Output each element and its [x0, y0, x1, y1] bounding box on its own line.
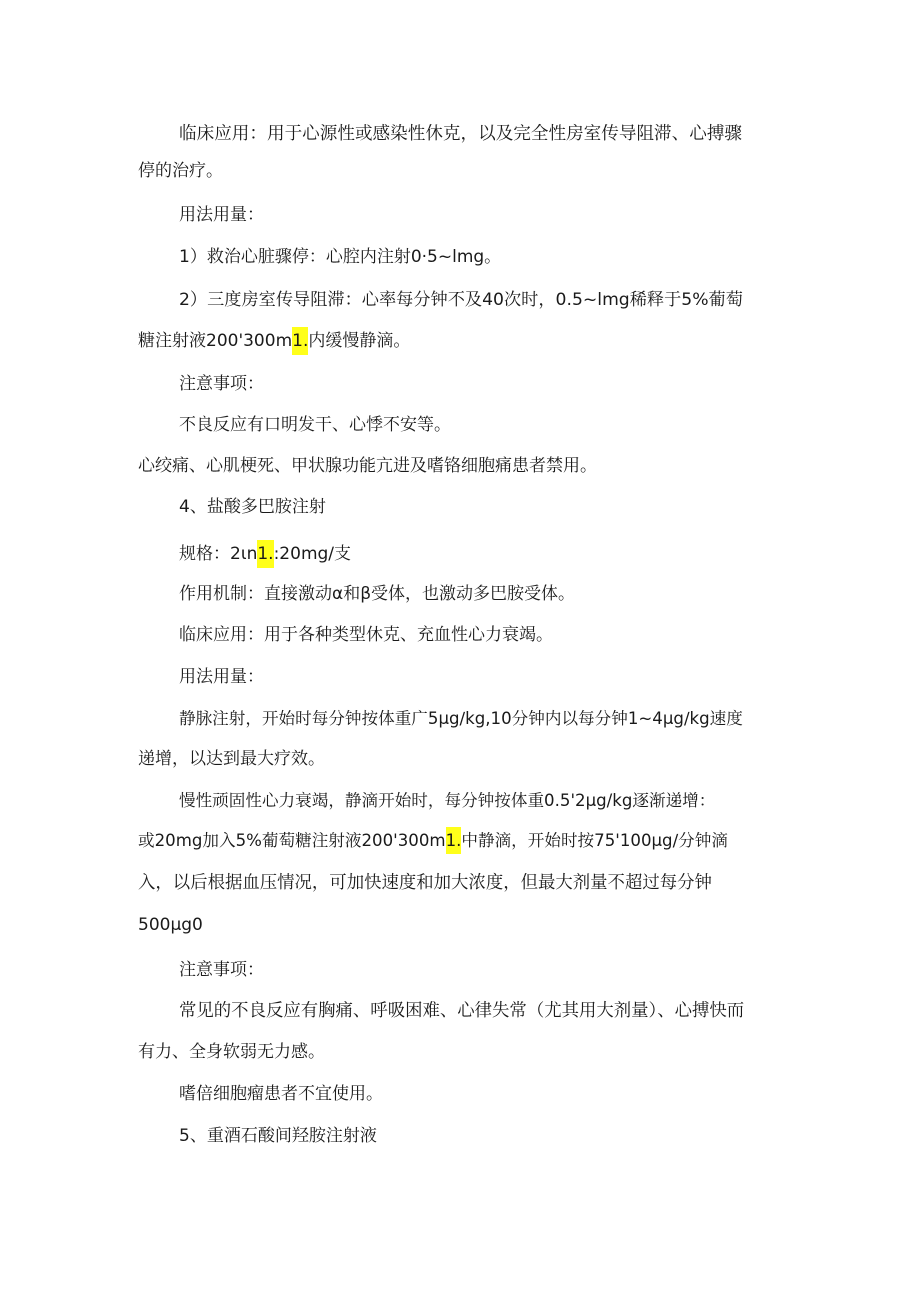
highlighted-text: 1.	[257, 540, 273, 568]
text-segment: 递增，以达到最大疗效。	[138, 749, 325, 769]
section-heading	[179, 666, 264, 688]
text-line	[179, 123, 742, 145]
text-segment: 规格：2ιn	[179, 544, 258, 564]
text-segment: 中静滴，开始时按75'100μg∕分钟滴	[461, 831, 728, 850]
text-line	[179, 708, 743, 730]
text-segment: 2）三度房室传导阻滞：心率每分钟不及40次时，0.5~lmg稀释于5%葡萄	[179, 290, 743, 310]
text-segment: 心绞痛、心肌梗死、甲状腺功能亢进及嗜铬细胞痛患者禁用。	[138, 456, 597, 476]
highlighted-text: 1.	[292, 327, 308, 355]
text-line	[179, 289, 743, 311]
text-segment: 作用机制：直接激动α和β受体，也激动多巴胺受体。	[179, 584, 576, 604]
text-line	[138, 455, 597, 477]
text-segment: 500μg0	[138, 915, 203, 935]
text-line	[138, 830, 728, 852]
text-segment: 静脉注射，开始时每分钟按体重广5μg∕kg,10分钟内以每分钟1~4μg∕kg速度	[179, 709, 743, 728]
text-segment: 注意事项：	[179, 374, 264, 394]
text-segment: 1）救治心脏骤停：心腔内注射0·5~lmg。	[179, 247, 502, 267]
text-segment: 慢性顽固性心力衰竭，静滴开始时，每分钟按体重0.5'2μg/kg逐渐递增：	[179, 791, 716, 810]
text-segment: 用法用量：	[179, 205, 264, 225]
text-line	[179, 624, 553, 646]
text-line	[179, 414, 451, 436]
text-line	[138, 872, 712, 894]
text-line	[138, 330, 410, 352]
section-heading	[179, 373, 264, 395]
text-line	[138, 914, 203, 936]
text-line	[138, 160, 223, 182]
item-heading	[179, 1125, 377, 1147]
text-line	[179, 790, 715, 812]
text-segment: 常见的不良反应有胸痛、呼吸困难、心律失常（尤其用大剂量）、心搏快而	[179, 1001, 745, 1021]
item-heading	[179, 496, 326, 518]
text-segment: 糖注射液200'300m	[138, 331, 293, 351]
text-segment: 5、重酒石酸间羟胺注射液	[179, 1126, 377, 1146]
section-heading	[179, 959, 264, 981]
text-segment: 不良反应有口明发干、心悸不安等。	[179, 415, 451, 435]
text-line	[179, 1083, 383, 1105]
section-heading	[179, 204, 264, 226]
text-segment: 嗜倍细胞瘤患者不宜使用。	[179, 1084, 383, 1104]
highlighted-text: 1.	[446, 827, 462, 854]
text-segment: 有力、全身软弱无力感。	[138, 1042, 325, 1062]
text-segment: 停的治疗。	[138, 161, 223, 181]
text-segment: 注意事项：	[179, 960, 264, 980]
text-segment: 入，以后根据血压情况，可加快速度和加大浓度，但最大剂量不超过每分钟	[138, 873, 712, 893]
text-line	[138, 748, 325, 770]
text-line	[179, 1000, 744, 1022]
text-segment: 临床应用：用于各种类型休克、充血性心力衰竭。	[179, 625, 553, 645]
text-segment: 4、盐酸多巴胺注射	[179, 497, 326, 517]
text-segment: 内缓慢静滴。	[308, 331, 411, 351]
text-line	[179, 583, 575, 605]
text-segment: :20mg∕支	[273, 544, 352, 564]
text-line	[179, 246, 501, 268]
text-line	[179, 543, 351, 565]
text-line	[138, 1041, 325, 1063]
text-segment: 用法用量：	[179, 667, 264, 687]
text-segment: 或20mg加入5%葡萄糖注射液200'300m	[138, 831, 446, 850]
text-segment: 临床应用：用于心源性或感染性休克，以及完全性房室传导阻滞、心搏骤	[179, 124, 743, 144]
